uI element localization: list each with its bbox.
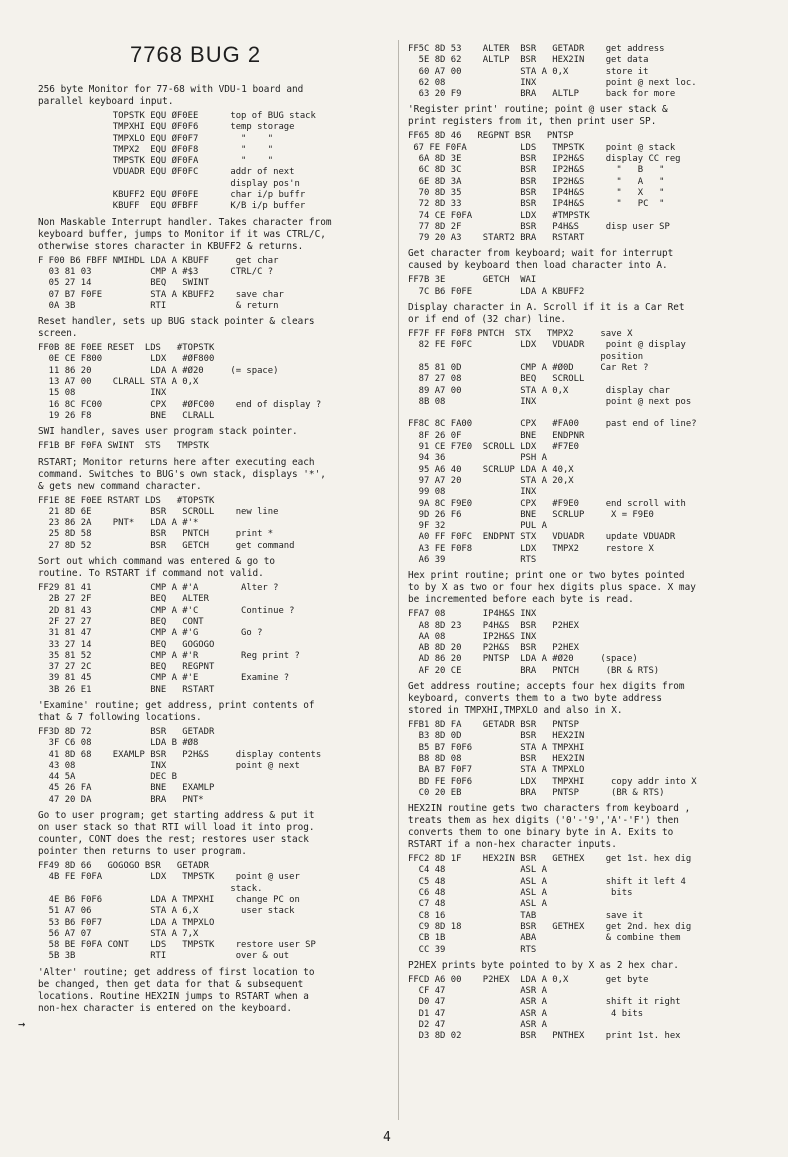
code-line: 77 8D 2F BSR P4H&S disp user SP — [408, 221, 670, 232]
code-line: 44 5A DEC B — [38, 772, 177, 783]
code-line: CC 39 RTS — [408, 944, 537, 955]
code-line: TMPXLO EQU ØF0F7 " " — [38, 133, 274, 144]
code-line: 21 8D 6E BSR SCROLL new line — [38, 506, 279, 517]
code-line: C4 48 ASL A — [408, 865, 547, 876]
code-line: FFB1 8D FA GETADR BSR PNTSP — [408, 720, 579, 731]
right-column — [408, 0, 768, 1046]
code-line: D1 47 ASR A 4 bits — [408, 1008, 644, 1019]
code-line: TMPXHI EQU ØF0F6 temp storage — [38, 122, 295, 133]
code-line: 6A 8D 3E BSR IP2H&S display CC reg — [408, 154, 681, 165]
code-line: A0 FF F0FC ENDPNT STX VDUADR update VDUADR — [408, 532, 676, 543]
prose-paragraph: Non Maskable Interrupt handler. Takes character from keyboard buffer, jumps to Monitor if it was CTRL/C, otherwise stores character in KBUFF2 & returns. — [38, 216, 332, 252]
code-line: 51 A7 06 STA A 6,X user stack — [38, 906, 295, 917]
code-line: B5 B7 F0F6 STA A TMPXHI — [408, 742, 585, 753]
code-line: 45 26 FA BNE EXAMLP — [38, 783, 215, 794]
code-line: C6 48 ASL A bits — [408, 888, 633, 899]
code-line: C0 20 EB BRA PNTSP (BR & RTS) — [408, 787, 665, 798]
code-line: FF0B 8E F0EE RESET LDS #TOPSTK — [38, 343, 215, 354]
code-line: FFCD A6 00 P2HEX LDA A 0,X get byte — [408, 974, 649, 985]
code-line: 4B FE F0FA LDX TMPSTK point @ user — [38, 872, 300, 883]
code-line: D0 47 ASR A shift it right — [408, 997, 681, 1008]
code-line: C5 48 ASL A shift it left 4 — [408, 876, 686, 887]
code-line: 6E 8D 3A BSR IP2H&S " A " — [408, 176, 665, 187]
code-listing — [38, 861, 388, 963]
code-line: 9F 32 PUL A — [408, 521, 547, 532]
code-line: 63 20 F9 BRA ALTLP back for more — [408, 89, 676, 100]
code-line: 47 20 DA BRA PNT* — [38, 794, 204, 805]
code-line: 8B 08 INX point @ next pos — [408, 396, 692, 407]
code-line: TOPSTK EQU ØF0EE top of BUG stack — [38, 111, 316, 121]
code-line: FF8C 8C FA00 CPX #FA00 past end of line? — [408, 419, 697, 430]
code-line: 07 B7 F0FE STA A KBUFF2 save char — [38, 289, 284, 300]
code-line: C8 16 TAB save it — [408, 910, 644, 921]
code-line: 35 81 52 CMP A #'R Reg print ? — [38, 650, 300, 661]
code-line: FF65 8D 46 REGPNT BSR PNTSP — [408, 131, 574, 142]
code-line: 33 27 14 BEQ GOGOGO — [38, 639, 215, 650]
code-line: 85 81 0D CMP A #Ø0D Car Ret ? — [408, 362, 649, 373]
code-listing — [408, 609, 768, 677]
code-line: 43 08 INX point @ next — [38, 760, 300, 771]
page-title: 7768 BUG 2 — [130, 42, 262, 67]
code-line: FF7F FF F0F8 PNTCH STX TMPX2 save X — [408, 329, 633, 340]
code-line: 89 A7 00 STA A 0,X display char — [408, 385, 670, 396]
code-line: 6C 8D 3C BSR IP2H&S " B " — [408, 165, 665, 176]
code-line: 5B 3B RTI over & out — [38, 951, 290, 962]
code-line: B8 8D 08 BSR HEX2IN — [408, 753, 585, 764]
code-line: 4E B6 F0F6 LDA A TMPXHI change PC on — [38, 894, 300, 905]
code-line: C7 48 ASL A — [408, 899, 547, 910]
code-line: F F00 B6 FBFF NMIHDL LDA A KBUFF get char — [38, 255, 279, 266]
code-line: FF7B 3E GETCH WAI — [408, 275, 537, 286]
prose-paragraph: Sort out which command was entered & go to routine. To RSTART if command not valid. — [38, 556, 276, 580]
prose-paragraph: 256 byte Monitor for 77-68 with VDU-1 board and parallel keyboard input. — [38, 84, 304, 107]
code-line: 2F 27 27 BEQ CONT — [38, 616, 204, 627]
code-line: 39 81 45 CMP A #'E Examine ? — [38, 673, 290, 684]
code-line: 67 FE F0FA LDS TMPSTK point @ stack — [408, 142, 676, 153]
code-line: display pos'n — [38, 178, 300, 189]
code-line: 05 27 14 BEQ SWINT — [38, 278, 209, 289]
code-listing — [38, 441, 388, 452]
code-listing — [408, 275, 768, 298]
code-line: 0A 3B RTI & return — [38, 300, 279, 311]
code-line: 25 8D 58 BSR PNTCH print * — [38, 529, 274, 540]
code-line: TMPX2 EQU ØF0F8 " " — [38, 144, 274, 155]
prose-paragraph: Get address routine; accepts four hex digits from keyboard, converts them to a two byte address stored in TMPXHI,TMPXLO and also in X. — [408, 681, 685, 717]
code-line: 72 8D 33 BSR IP4H&S " PC " — [408, 199, 665, 210]
code-line: BD FE F0F6 LDX TMPXHI copy addr into X — [408, 776, 697, 787]
code-line: FF49 8D 66 GOGOGO BSR GETADR — [38, 861, 209, 872]
code-line: 27 8D 52 BSR GETCH get command — [38, 540, 295, 551]
code-line: CF 47 ASR A — [408, 986, 547, 997]
code-line: 31 81 47 CMP A #'G Go ? — [38, 628, 263, 639]
code-listing — [408, 44, 768, 100]
code-line: FF3D 8D 72 BSR GETADR — [38, 726, 215, 737]
code-line: 13 A7 00 CLRALL STA A 0,X — [38, 377, 199, 388]
code-line: 94 36 PSH A — [408, 453, 547, 464]
prose-paragraph: Go to user program; get starting address & put it on user stack so that RTI will load it into prog. counter, CONT does the rest; restores user stack pointer then returns to user program. — [38, 810, 315, 858]
code-listing — [38, 496, 388, 552]
page-number: 4 — [383, 1130, 391, 1145]
code-line: 0E CE F800 LDX #ØF800 — [38, 354, 215, 365]
code-line: FF29 81 41 CMP A #'A Alter ? — [38, 583, 279, 594]
code-line: 3F C6 08 LDA B #Ø8 — [38, 738, 199, 749]
code-line: 62 08 INX point @ next loc. — [408, 77, 697, 88]
prose-paragraph: 'Alter' routine; get address of first location to be changed, then get data for that & subsequent locations. Routine HEX2IN jumps to RSTART when a non-hex character is entered on the keyboard. — [38, 966, 315, 1014]
code-line: AA 08 IP2H&S INX — [408, 631, 537, 642]
code-line: 8F 26 0F BNE ENDPNR — [408, 430, 585, 441]
prose-paragraph: HEX2IN routine gets two characters from keyboard , treats them as hex digits ('0'-'9','A'-'F') then converts them to one binary byte in A. Exits to RSTART if a non-hex character inputs. — [408, 803, 691, 851]
code-listing — [38, 727, 388, 806]
code-line: AD 86 20 PNTSP LDA A #Ø20 (space) — [408, 654, 638, 665]
code-line: 15 08 INX — [38, 388, 167, 399]
prose-paragraph: Hex print routine; print one or two bytes pointed to by X as two or four hex digits plus space. X may be incremented before each byte is read. — [408, 570, 696, 606]
code-line: 37 27 2C BEQ REGPNT — [38, 662, 215, 673]
code-listing — [408, 975, 768, 1043]
code-line — [408, 408, 768, 419]
code-line: 56 A7 07 STA A 7,X — [38, 928, 199, 939]
code-listing — [38, 111, 388, 213]
code-line: 3B 26 E1 BNE RSTART — [38, 684, 215, 695]
column-divider — [398, 40, 399, 1120]
prose-paragraph: SWI handler, saves user program stack pointer. — [38, 426, 298, 438]
code-line: C9 8D 18 BSR GETHEX get 2nd. hex dig — [408, 921, 692, 932]
code-line: D3 8D 02 BSR PNTHEX print 1st. hex — [408, 1031, 681, 1042]
prose-paragraph: Get character from keyboard; wait for interrupt caused by keyboard then load character into A. — [408, 248, 674, 272]
code-line: 79 20 A3 START2 BRA RSTART — [408, 233, 585, 244]
code-listing — [408, 854, 768, 956]
code-listing — [38, 256, 388, 312]
code-line: 16 8C FC00 CPX #ØFC00 end of display ? — [38, 399, 322, 410]
code-line: A6 39 RTS — [408, 554, 537, 565]
prose-paragraph: Display character in A. Scroll if it is a Car Ret or if end of (32 char) line. — [408, 302, 685, 326]
code-listing — [38, 583, 388, 696]
code-line: 97 A7 20 STA A 20,X — [408, 475, 574, 486]
code-line: 41 8D 68 EXAMLP BSR P2H&S display contents — [38, 749, 322, 760]
code-line: 58 BE F0FA CONT LDS TMPSTK restore user SP — [38, 940, 316, 951]
code-line: 11 86 20 LDA A #Ø20 (= space) — [38, 365, 279, 376]
code-line: FFC2 8D 1F HEX2IN BSR GETHEX get 1st. hex dig — [408, 854, 692, 865]
code-line: FF5C 8D 53 ALTER BSR GETADR get address — [408, 44, 665, 54]
code-line: 60 A7 00 STA A 0,X store it — [408, 66, 649, 77]
code-line: A8 8D 23 P4H&S BSR P2HEX — [408, 620, 579, 631]
code-line: B3 8D 0D BSR HEX2IN — [408, 731, 585, 742]
code-line: 23 86 2A PNT* LDA A #'* — [38, 518, 199, 529]
code-line: 95 A6 40 SCRLUP LDA A 40,X — [408, 464, 574, 475]
code-line: 70 8D 35 BSR IP4H&S " X " — [408, 187, 665, 198]
code-line: 19 26 F8 BNE CLRALL — [38, 410, 215, 421]
code-line: FF1B BF F0FA SWINT STS TMPSTK — [38, 441, 209, 452]
code-line: 82 FE F0FC LDX VDUADR point @ display — [408, 340, 686, 351]
left-column — [38, 0, 388, 1018]
prose-paragraph: Reset handler, sets up BUG stack pointer & clears screen. — [38, 316, 315, 340]
prose-paragraph: 'Examine' routine; get address, print contents of that & 7 following locations. — [38, 699, 315, 723]
code-line: 5E 8D 62 ALTLP BSR HEX2IN get data — [408, 55, 649, 66]
code-line: D2 47 ASR A — [408, 1020, 547, 1030]
code-line: 99 08 INX — [408, 487, 537, 498]
code-line: 9A 8C F9E0 CPX #F9E0 end scroll with — [408, 498, 686, 509]
code-line: BA B7 F0F7 STA A TMPXLO — [408, 765, 585, 776]
code-listing — [408, 720, 768, 799]
code-line: 2D 81 43 CMP A #'C Continue ? — [38, 605, 295, 616]
code-line: 03 81 03 CMP A #$3 CTRL/C ? — [38, 266, 274, 277]
code-line: CB 1B ABA & combine them — [408, 933, 681, 944]
margin-arrow-mark: → — [18, 1017, 26, 1031]
code-line: 91 CE F7E0 SCROLL LDX #F7E0 — [408, 442, 579, 453]
prose-paragraph: P2HEX prints byte pointed to by X as 2 hex char. — [408, 959, 679, 971]
code-line: AB 8D 20 P2H&S BSR P2HEX — [408, 643, 579, 654]
code-line: 74 CE F0FA LDX #TMPSTK — [408, 210, 590, 221]
code-line: KBUFF2 EQU ØF0FE char i/p buffr — [38, 190, 306, 201]
code-line: FFA7 08 IP4H&S INX — [408, 609, 537, 620]
code-line: FF1E 8E F0EE RSTART LDS #TOPSTK — [38, 495, 215, 506]
code-line: 2B 27 2F BEQ ALTER — [38, 594, 209, 605]
code-listing — [408, 131, 768, 244]
code-line: KBUFF EQU ØFBFF K/B i/p buffer — [38, 201, 306, 212]
code-listing — [38, 343, 388, 422]
code-line: 53 B6 F0F7 LDA A TMPXLO — [38, 917, 215, 928]
prose-paragraph: RSTART; Monitor returns here after executing each command. Switches to BUG's own stack, displays '*', & gets new command character. — [38, 456, 326, 492]
code-line: VDUADR EQU ØF0FC addr of next — [38, 167, 295, 178]
code-line: position — [408, 351, 644, 362]
code-line: 87 27 08 BEQ SCROLL — [408, 374, 585, 385]
prose-paragraph: 'Register print' routine; point @ user stack & print registers from it, then print user SP. — [408, 104, 668, 128]
code-line: 7C B6 F0FE LDA A KBUFF2 — [408, 286, 585, 297]
code-line: TMPSTK EQU ØF0FA " " — [38, 156, 274, 167]
code-line: A3 FE F0F8 LDX TMPX2 restore X — [408, 543, 654, 554]
code-line: stack. — [38, 883, 263, 894]
code-line: 9D 26 F6 BNE SCRLUP X = F9E0 — [408, 509, 654, 520]
code-line: AF 20 CE BRA PNTCH (BR & RTS) — [408, 665, 660, 676]
code-listing — [408, 329, 768, 566]
